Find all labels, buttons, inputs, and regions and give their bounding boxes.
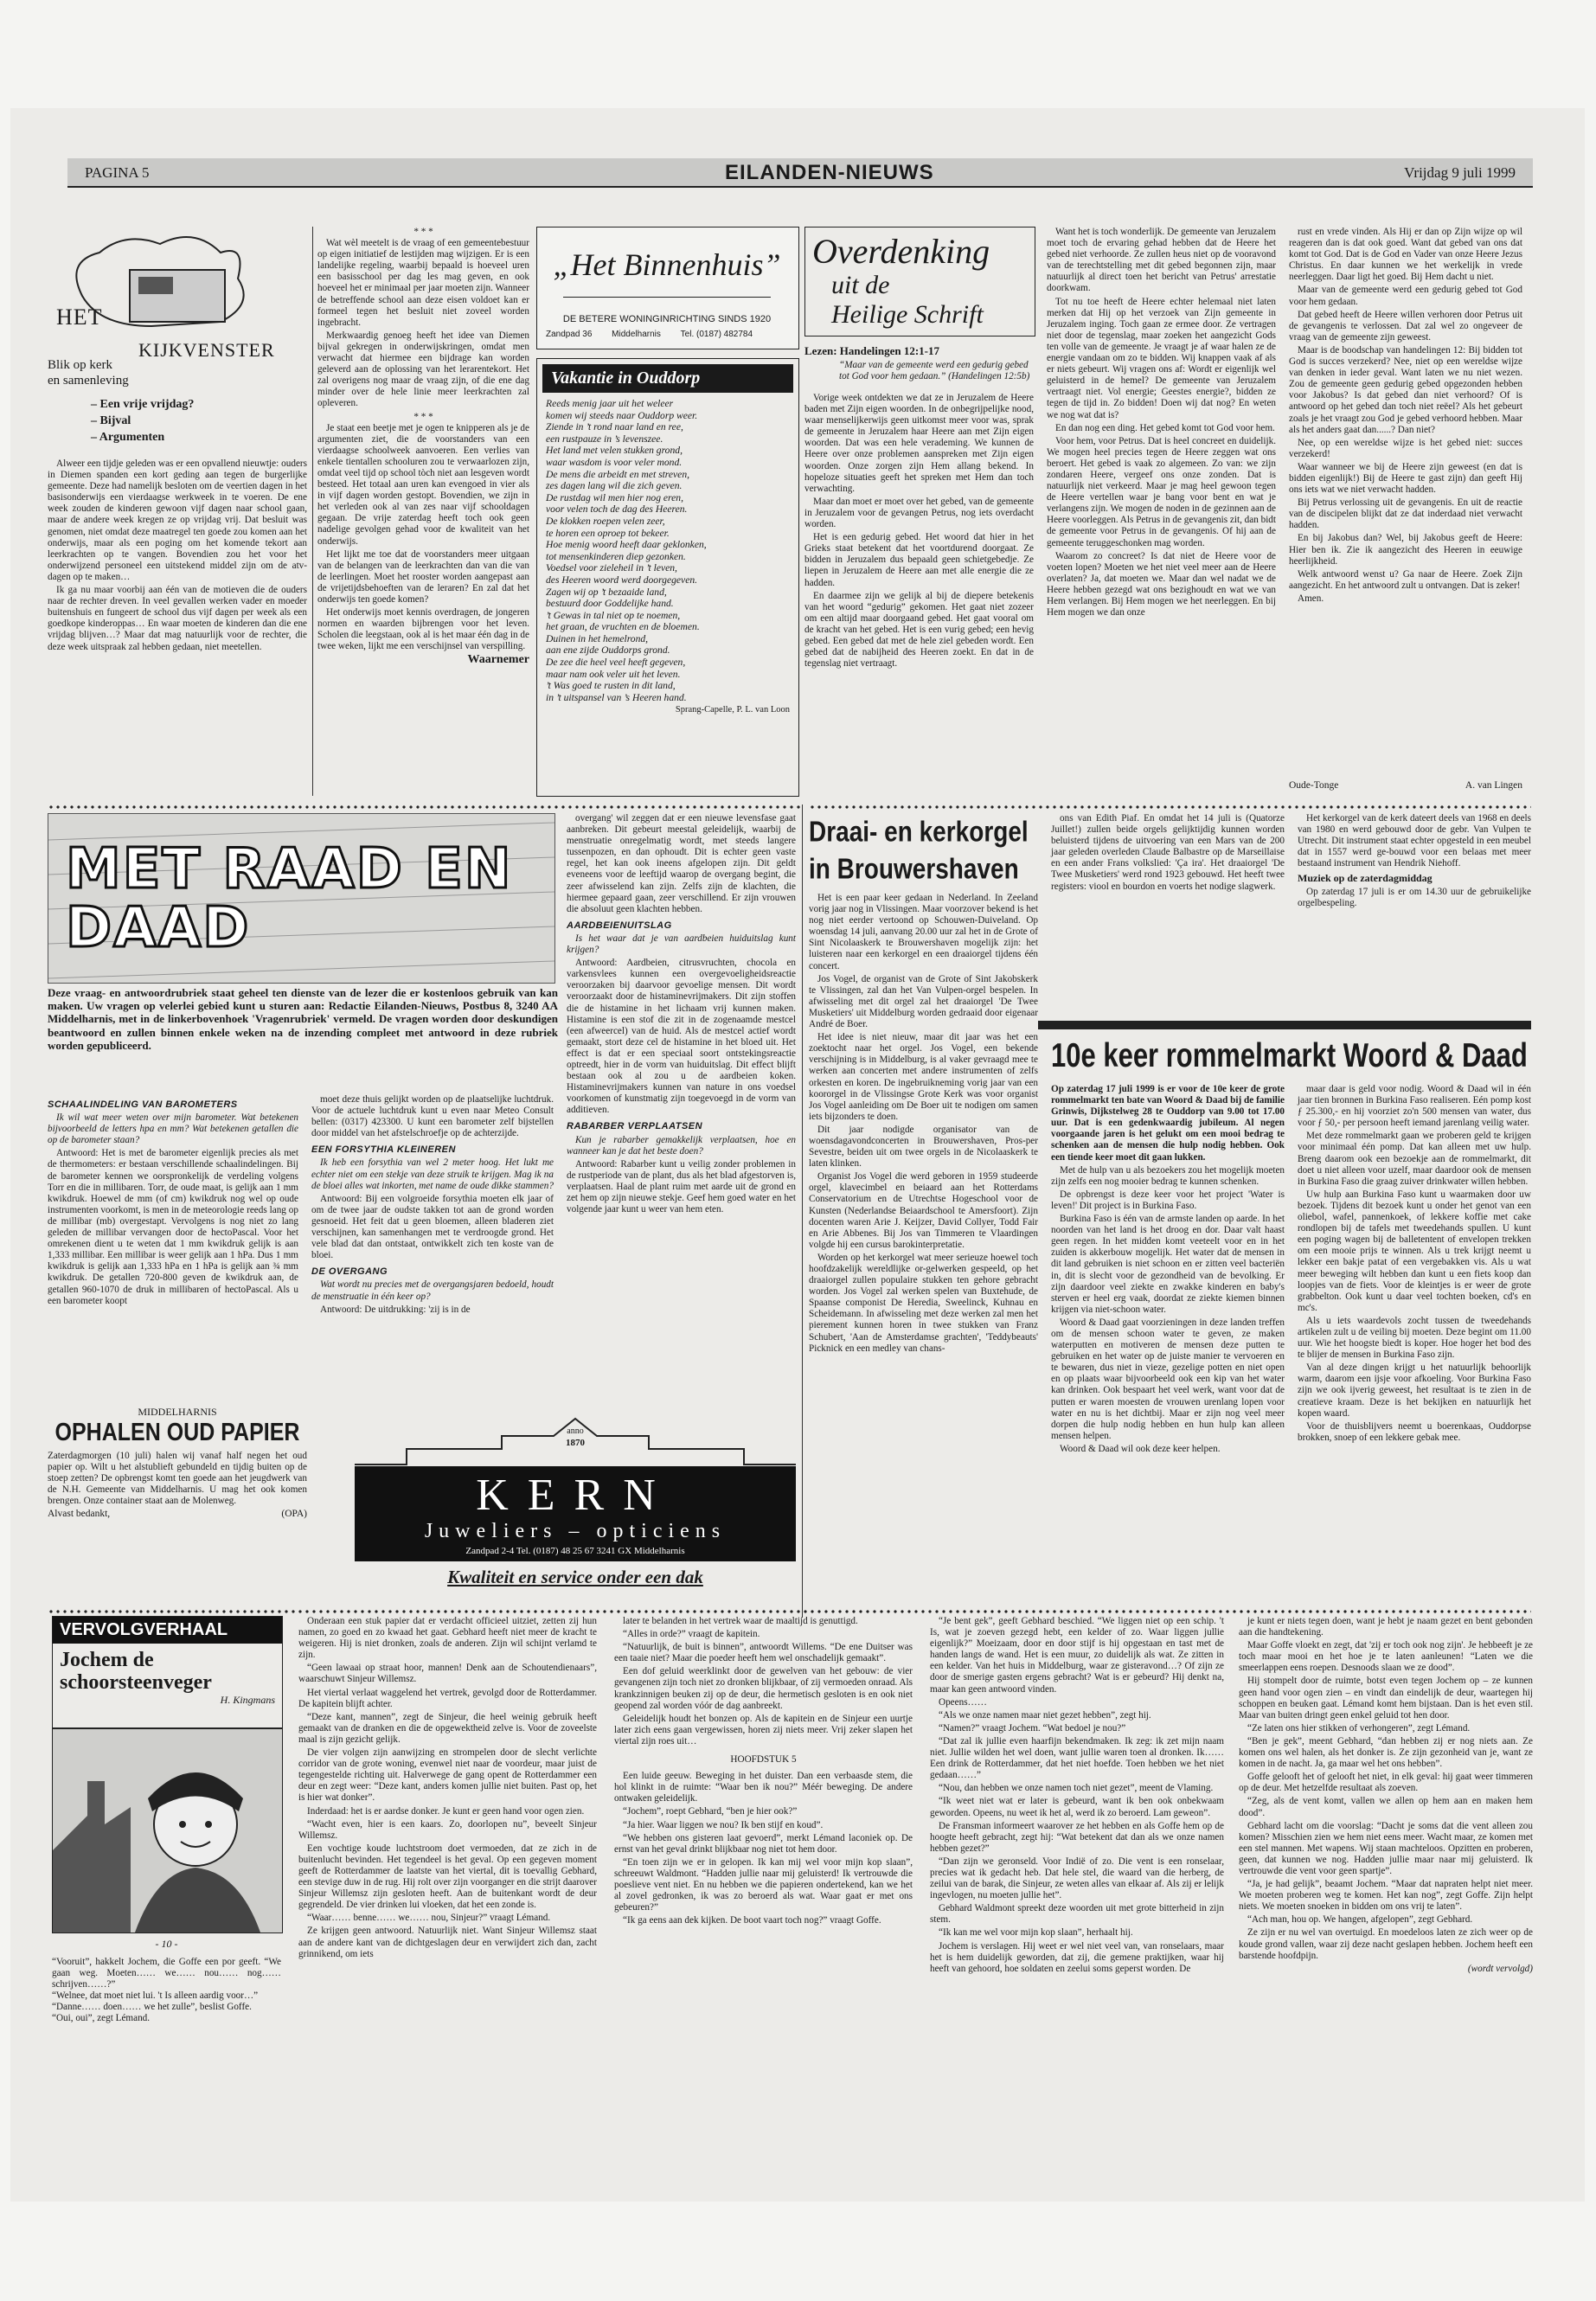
- paragraph: Op zaterdag 17 juli is er om 14.30 uur de gebruikelijke orgelbespeling.: [1298, 886, 1531, 908]
- poem-line: in ’t uitspansel van ’s Heeren hand.: [546, 691, 687, 703]
- paragraph: “Alles in orde?” vraagt de kapitein.: [623, 1629, 760, 1640]
- poem-line: Het land met velen stukken grond,: [546, 445, 683, 457]
- place: Oude-Tonge: [1289, 780, 1339, 791]
- binnenhuis-tel: Tel. (0187) 482784: [680, 330, 753, 339]
- question-heading: RABARBER VERPLAATSEN: [567, 1121, 703, 1132]
- logo-kijkvenster: KIJKVENSTER: [138, 339, 275, 361]
- paragraph: Nee, op een wereldse wijze is het gebed niet: succes verzekerd!: [1289, 437, 1522, 459]
- paragraph: Burkina Faso is één van de armste landen op aarde. In het noorden van het land is het droog en dor. Daar valt haast geen regen. In het midden komt veeteelt voor en in het zuiden is akkerbouw mogelijk. Het water dat de mensen in dit land gebruiken is niet schoon en er zitten veel bacteriën in, dit is slecht voor de gezondheid van de bevolking. Er zijn daardoor veel ziekte en zwakke kinderen en baby's sterven er heel erg vaak, doordat ze ziekte kiemen binnen krijgen via niet-schoon water.: [1051, 1214, 1285, 1315]
- vervolg-title: Jochem de schoorsteenveger: [60, 1649, 212, 1694]
- paragraph: Gebhard Waldmont spreekt deze woorden uit met grote bitterheid in zijn stem.: [930, 1903, 1224, 1926]
- poem-title: Vakantie in Ouddorp: [542, 364, 793, 393]
- paragraph: “Ik ga eens aan dek kijken. De boot vaart toch nog?” vraagt Goffe.: [623, 1915, 881, 1926]
- separator-stars: * * *: [413, 411, 433, 422]
- paragraph: Het is een gedurig gebed. Het woord dat hier in het Grieks staat betekent dat het voortdurend doorgaat. Ze bidden in Jeruzalem dus bepaald geen schietgebedje. Ze liepen in Jeruzalem de Heere aan met alle energie die ze hadden.: [804, 532, 1034, 588]
- raad-logo: [48, 813, 555, 984]
- poem-line: bestuurd door Goddelijke hand.: [546, 598, 674, 610]
- poem-line: des Heeren woord werd doorgegeven.: [546, 574, 698, 586]
- orgel-headline: [809, 813, 1038, 888]
- paragraph: De Fransman informeert waarover ze het hebben en als Goffe hem op de hoogte heeft gebracht, zegt hij: “Wat betekent dat dan als we onze namen hebben gezet?”: [930, 1820, 1224, 1854]
- topic-item: – Argumenten: [91, 431, 165, 444]
- paragraph: Met deze rommelmarkt gaan we proberen geld te krijgen voor minimaal één pomp. Dat kan alleen met uw hulp. Breng daarom ook een bezoekje aan de rommelmarkt, dit doet u niet alleen voor uzelf, maar daardoor ook de mensen in Burkina Faso die graag zuiver drinkwater willen hebben.: [1298, 1131, 1531, 1187]
- poem-line: Reeds menig jaar uit het weleer: [546, 398, 674, 409]
- vervolg-header: [52, 1616, 283, 1728]
- rommel-col-2: [1298, 1084, 1531, 1445]
- rommel-col-1: [1051, 1084, 1285, 1457]
- masthead: EILANDEN-NIEUWS: [725, 161, 934, 184]
- author: A. van Lingen: [1465, 780, 1522, 791]
- paragraph: “Nou, dan hebben we onze namen toch niet gezet”, meent de Vlaming.: [939, 1783, 1214, 1794]
- paragraph: Want het is toch wonderlijk. De gemeente van Jeruzalem moet toch de ervaring gehad hebben dat de Heere het gebed niet verhoorde. Ze zullen heus niet op de vooravond van de terechtstelling met dit gebed begonnen zijn, maar natuurlijk al direct toen het bericht van Petrus' arrestatie doorkwam.: [1047, 227, 1276, 294]
- paragraph: “Je bent gek”, geeft Gebhard beschied. “We liggen niet op een schip. 't Is, wat je zoeven gezegd hebt, een kelder of zo. Waar liggen jullie eigenlijk?” Moeizaam, door en door stijf is hij opgestaan en tast met de handen langs de wand. Het is een muur, zo duidelijk als wat. Ze zitten in een kelder. Van het huis in Middelburg, waar ze gisteravond…? Of zijn ze door de smerige gasten ergens gebracht? Wat is er gebeurd? Hij denkt na, maar kan geen antwoord vinden.: [930, 1616, 1224, 1695]
- vervolg-col-3: [930, 1616, 1224, 2161]
- poem-line: voor velen toch de dag des Heeren.: [546, 503, 688, 516]
- paragraph: “Ach man, hou op. We hangen, afgelopen”, zegt Gebhard.: [1247, 1914, 1473, 1926]
- poem-line: ’t Was goed te rusten in dit land,: [546, 680, 676, 692]
- paragraph: “En toen zijn we er in gelopen. Ik kan mij wel voor mijn kop slaan”, schreeuwt Waldmont. “Hadden jullie naar mij geluisterd! Ik vertrouwde die poeslieve vent niet. En nu hebben we die papieren ondertekend, kan we het al zovel gedronken, ik was zo beroerd als wat. Waar gaat er met ons gebeuren?”: [614, 1856, 913, 1913]
- paragraph: Ze krijgen geen antwoord. Natuurlijk niet. Want Sinjeur Willemsz staat aan de andere kant van de dichtgeslagen deur en verwijdert zich dan, zacht grinnikend, om iets: [298, 1926, 597, 1959]
- paragraph: Waarom zo concreet? Is dat niet de Heere voor de voeten lopen? Moeten we het niet veel meer aan de Heere overlaten? Ja, dat moeten we. Maar dan wel nadat we de Heere hebben gezegd wat ons bezighoudt en wat we van Hem verlangen. Bij Hem mogen we het neerleggen. En bij Hem mogen we dan onze: [1047, 550, 1276, 619]
- paragraph: “Ja hier. Waar liggen we nou? Ik ben stijf en koud”.: [623, 1819, 824, 1830]
- paragraph: “Natuurlijk, de buit is binnen”, antwoordt Willems. “De ene Duitser was een taaie niet? Maar die poeder heeft hem wel onschadelijk gemaakt”.: [614, 1642, 913, 1664]
- poem-line: Ziende in ’t rond naar land en ree,: [546, 421, 683, 433]
- quote: “Maar van de gemeente werd een gedurig gebed tot God voor hem gedaan.” (Handelingen 12:5b): [839, 360, 1030, 381]
- headline-line: Draai- en kerkorgel: [809, 815, 1029, 848]
- vervolg-kicker: VERVOLGVERHAAL: [53, 1617, 282, 1644]
- kijkvenster-column: [48, 227, 307, 796]
- paragraph: Maar dan moet er moet over het gebed, van de gemeente in Jeruzalem voor de gevangen Petrus, nog iets overdacht worden.: [804, 496, 1034, 530]
- paragraph: Maar Goffe vloekt en zegt, dat 'zij er toch ook nog zijn'. Je hebbeeft je ze toch maar mooi en het hoe je te laten aanleunen! “Laten we die smeerlappen eens roepen. Desnoods slaan we ze dood”.: [1239, 1640, 1533, 1674]
- answer: Antwoord: Het is met de barometer eigenlijk precies als met de thermometers: er bestaan verschillende schaalindelingen. Bij de barometer kennen we oorspronkelijk de verdeling volgens Torr en die in millibaren. Torr, de oude maat, is gelijk aan 1 mm kwikdruk. Hoewel de mm (of cm) kwikdruk nog wel op oude instrumenten voorkomt, is men in de meteorologie reeds lang op de millibar (mb) overgestapt. Vervolgens is nog niet zo lang geleden de millibar vervangen door de hectoPascal. Voor het omrekenen dient u te weten dat 1 mm kwikdruk gelijk is aan 1,333 millibar. Een millibar is weer gelijk aan 1 hPa. Dus 1 mm kwikdruk is gelijk aan 1,333 hPa en 1 hPa is gelijk aan ¾ mm kwikdruk. De getallen 720-800 geven de kwikdruk aan, de getallen 960-1070 de druk in millibaren of hectoPascal. Als u een barometer koopt: [48, 1148, 298, 1306]
- paragraph: Een dof geluid weerklinkt door de gewelven van het gebouw: de vier gevangenen zijn toch niet zo dronken blijkbaar, of zij vermoeden onraad. Als krankzinnigen beuken zij op de deur, die hermetisch gesloten is en ook niet geopend zal worden vóór de dag aanbreekt.: [614, 1666, 913, 1711]
- paragraph: maar daar is geld voor nodig. Woord & Daad wil in één jaar tien bronnen in Burkina Faso realiseren. Eén pomp kost ƒ 25.300,- en hij voorziet zo'n 500 mensen van water, dus voor ƒ 50,- per persoon heeft iemand jarenlang veilig water.: [1298, 1084, 1531, 1129]
- paragraph: Tot nu toe heeft de Heere echter helemaal niet laten merken dat Hij op het verzoek van Zijn gemeente in Jeruzalem inging. Toch gaan ze ermee door. Ze vertragen niet door de tegenslag, maar zoeken het aangezicht Gods ten volle van de gemeente. Je vraagt je af waar halen ze de energie vandaan om zo te bidden. Wij knappen vaak af als er niets gebeurt. Wij vragen ons af: Wordt er eigenlijk wel geluisterd in de hemel? De gemeente van Jeruzalem vertraagt niet. Vol energie; Geestes energie?, bidden ze tegen de tijd in. Zo bidden! Doen wij dat nog? En weten we nog wat dat is?: [1047, 296, 1276, 420]
- paragraph: Worden op het kerkorgel wat meer serieuze hoewel toch hoofdzakelijk wereldlijke or-gelwerken gespeeld, op het draaiorgel zullen populaire stukken ten gehore gebracht worden. Jos Vogel zal werken spelen van Buxtehude, de Spaanse componist De Heredia, Sweelinck, Kuhnau en Scheidemann. In afwisseling met deze werken zal men het pierement kunnen horen in twee stukken van Franz Schubert, 'Aan de Amsterdamse grachten', 'Teddybeauts' Picknick en een medley van chans-: [809, 1252, 1038, 1354]
- dotted-rule: [809, 804, 1531, 810]
- paragraph: ons van Edith Piaf. En omdat het 14 juli is (Quatorze Juillet!) zullen beide orgels gelijktijdig kunnen worden beluisterd tijdens de uitvoering van een Mars van de 200 jaar geleden overleden Claude Balbastre op de Marseillaise en een ander Frans volkslied: 'Ça ira'. Het draaiorgel 'De Twee Musketiers' werd rond 1923 gebouwd. Het heeft twee registers: viool en bourdon en voerts het nodige slagwerk.: [1051, 813, 1285, 892]
- paragraph: Hij stompelt door de ruimte, botst even tegen Jochem op – ze kunnen geen hand voor ogen zien – en vindt dan eindelijk de deur, waartegen hij schoppen en beuken gaat. Lémand komt hem bijstaan. Dan is het even stil. Maar van buiten dringt geen enkel geluid tot hen door.: [1239, 1676, 1533, 1721]
- dotted-rule: [48, 1609, 1531, 1614]
- question: Kun je rabarber gemakkelijk verplaatsen, hoe en wanneer kan je dat het beste doen?: [567, 1134, 796, 1157]
- paragraph: Waar wanneer we bij de Heere zijn geweest (en dat is bidden eigenlijk!) Bij de Heere te gast zijn) dan geeft Hij ons iets wat we niet verwacht hadden.: [1289, 461, 1522, 496]
- logo-het: HET: [56, 304, 103, 330]
- kijkvenster-body: [48, 458, 307, 655]
- signature: (OPA): [281, 1509, 307, 1520]
- poem-line: De mens die arbeidt en met streven,: [546, 468, 690, 480]
- question: Ik wil wat meer weten over mijn barometer. Wat betekenen bijvoorbeeld de letters hpa en mm? Wat betekenen getallen die op de barometer staan?: [48, 1112, 298, 1146]
- poem-lines: [537, 398, 798, 703]
- paragraph: Het kerkorgel van de kerk dateert deels van 1968 en deels van 1980 en werd gebouwd door de gebr. Van Vulpen te Utrecht. Dit instrument staat echter opgesteld in een meubel dat in 1557 werd ge-bouwd voor een belaas met meer bestaand instrument van Hendrik Niehoff.: [1298, 813, 1531, 869]
- paragraph: Uw hulp aan Burkina Faso kunt u waarmaken door uw bezoek. Tijdens dit bezoek kunt u onder het genot van een oliebol, wafel, pannenkoek, of lekkere koffie met cake rondlopen bij de tafels met tweedehands spullen. U kunt een poging wagen bij de balletentent of envelopen trekken om een mooie prijs te winnen. Als u trek krijgt neemt u lekker een bakje patat of een vergebakken vis. Als u wat meer beweging wilt hebben dan kunt u een fiets koop dan loopjes van de fiets. Voor de kleintjes is er weer de grote grabbelton. Ook kunt u daar veel tochten boeken, cd's en mc's.: [1298, 1189, 1531, 1313]
- paragraph: Een vochtige koude luchtstroom doet vermoeden, dat ze zich in de buitenlucht bevinden. Het tegendeel is het geval. Op een gegeven moment geeft de Rotterdammer de laatste van het viertal, dit is toevallig Gebhard, een stevige duw in de rug. Hij rolt over zijn voorganger en die strijt daarover Sinjeur Willemsz zijn gesloten heeft. Aan de buitenkant wordt de deur gegrendeld. De vier drinken lui vloeken, dat het een zonde is.: [298, 1843, 597, 1911]
- paragraph: De vier volgen zijn aanwijzing en strompelen door de slecht verlichte corridor van de grote woning, evenwel niet naar de voordeur, maar juist de tegengestelde richting uit. Halverwege de gang opent de Rotterdammer een deur en zegt weer: “Deze kant, anders komen jullie niet buiten. Past op, het is hier wat donker”.: [298, 1747, 597, 1804]
- raad-intro: Deze vraag- en antwoordrubriek staat geheel ten dienste van de lezer die er kostenloos gebruik van kan maken. Uw vragen op velerlei gebied kunt u sturen aan: Redactie Eilanden-Nieuws, Postbus 8, 3240 AA Middelharnis, met in de linkerbovenhoek 'Vragenrubriek' vermeld. De vragen worden door deskundigen beantwoord en zullen binnen enkele weken na de inzending compleet met antwoord in deze rubriek worden gepubliceerd.: [48, 986, 558, 1052]
- question: Wat wordt nu precies met de overgangsjaren bedoeld, houdt de menstruatie in één keer op?: [311, 1279, 554, 1302]
- paragraph: Inderdaad: het is er aardse donker. Je kunt er geen hand voor ogen zien.: [307, 1805, 585, 1817]
- question-heading: SCHAALINDELING VAN BAROMETERS: [48, 1099, 238, 1110]
- paragraph: Maar is de boodschap van handelingen 12: Bij bidden tot God is succes verzekerd? Nee, niet op een wereldse wijze van denken in ieder geval. Want laten we nu niet wezen. Zou de gemeente geen gedurig gebed opgezonden hebben voor Jakobus? Is dat gebed dan niet verhoord? Of is antwoord op het gebed dan toch niet reëel? Als het gebeurt zoals je het vraagt zou God je gebed verhoord hebben. Maar als het anders gaat dan......? Dan niet?: [1289, 344, 1522, 435]
- paragraph: Ik ga nu maar voorbij aan één van de motieven die de ouders naar de rechter dreven. In veel gevallen werken vader en moeder buitenshuis en fungeert de school dus vijf dagen per week als een goedkope kinderoppas… En waar moeten de kinderen dan die ene vrijdag blijven…? Maar dat mag natuurlijk voor de rechter, die deze week uitspraak zal hebben gedaan, niet meetellen.: [48, 585, 307, 652]
- binnenhuis-tagline: DE BETERE WONINGINRICHTING SINDS 1920: [562, 314, 772, 324]
- dotted-rule: [48, 804, 800, 810]
- poem-line: maar nam ook veler uit het leven.: [546, 668, 681, 680]
- orgel-col-1: [809, 893, 1038, 1671]
- paragraph: “Zeg, als de vent komt, vallen we allen op hem aan en maken hem dood”.: [1239, 1796, 1533, 1818]
- poem-line: zes dagen lang wil die zich geven.: [546, 480, 683, 492]
- paragraph: Het idee is niet nieuw, maar dit jaar was het een zoektocht naar het orgel. Jos Vogel, een bekende verschijning is in Middelburg, is al vaker gevraagd mee te werken aan concerten met andere instrumenten of zelfs orkesten en koren. De ingebruikneming vorig jaar van een koororgel in de Vlissingse Grote Kerk was voor organist Jos Vogel aanleiding om De Boer uit te nodigen om samen iets bijzonders te doen.: [809, 1032, 1038, 1122]
- paragraph: je kunt er niets tegen doen, want je hebt je naam gezet en bent gebonden aan die handtekening.: [1239, 1616, 1533, 1638]
- paragraph: Woord & Daad wil ook deze keer helpen.: [1060, 1443, 1221, 1454]
- raad-col-1: [48, 1094, 298, 1388]
- raad-logo-text: MET RAAD EN DAAD: [66, 837, 513, 960]
- paragraph: Een luide geeuw. Beweging in het duister. Dan een verbaasde stem, die hol klinkt in de ruimte: “Waar ben ik nou?” Méér beweging. De andere ontwaken geleidelijk.: [614, 1771, 913, 1804]
- kern-slogan: Kwaliteit en service onder een dak: [447, 1567, 703, 1587]
- paragraph: Dat gebed heeft de Heere willen verhoren door Petrus uit de gevangenis te verlossen. Dat zal wel zo ongeveer de vraag van de gemeente zijn geweest.: [1289, 309, 1522, 343]
- page-number: PAGINA 5: [85, 164, 150, 181]
- vervolg-col-0: “Vooruit”, hakkelt Jochem, die Goffe een por geeft. “We gaan weg. Moeten…… we…… nou…… nog…… schrijven……?” “Welnee, dat moet niet lui. 't Is alleen aardig voor…” “Danne…… doen…… we het zulle”, beslist Goffe. “Oui, oui”, zegt Lémand.: [52, 1957, 281, 2024]
- paragraph: Voor hem, voor Petrus. Dat is heel concreet en duidelijk. We mogen heel precies tegen de Heere zeggen wat ons beroert. Het gebed is vaak zo algemeen. Zo van: we zijn zondaren Heere, vergeef ons onze zonden. Dat is natuurlijk niet verkeerd. Maar je mag heel gewoon tegen de Heere vertellen waar je bang voor bent en wat je verlangens zijn. We mogen de noden in de gezinnen aan de Heere voorleggen. Als Petrus in de gevangenis zit, dan bidt de gemeente voor Petrus in de gevangenis. Of hij aan de gemeente teruggeschonken mag worden.: [1047, 435, 1277, 548]
- answer: Antwoord: Bij een volgroeide forsythia moeten elk jaar of om de twee jaar de oudste takken tot aan de grond worden gesnoeid. Het feit dat u geen bloemen, alleen bladeren ziet verschijnen, kan samenhangen met te verdroogde grond. Het vele blad dat dan ontstaat, ontwikkelt zich ten koste van de bloei.: [311, 1193, 554, 1261]
- paragraph: “Waar…… benne…… we…… nou, Sinjeur?” vraagt Lémand.: [307, 1913, 551, 1924]
- page-header: [67, 158, 1533, 188]
- paragraph: “Jochem”, roept Gebhard, “ben je hier ook?”: [623, 1806, 798, 1817]
- rommel-headline: 10e keer rommelmarkt Woord & Daad: [1051, 1036, 1528, 1074]
- question-heading: EEN FORSYTHIA KLEINEREN: [311, 1144, 456, 1156]
- page-date: Vrijdag 9 juli 1999: [1404, 164, 1516, 181]
- topic-item: – Een vrije vrijdag?: [91, 398, 195, 411]
- vervolg-illustration: [52, 1728, 283, 1933]
- paragraph: Bij Petrus verlossing uit de gevangenis. En uit de reactie van de discipelen blijkt dat ze dat inderdaad niet verwacht hadden.: [1289, 497, 1522, 531]
- paragraph: Dit jaar nodigde organisator van de woensdagavondconcerten in Brouwershaven, Pros-per Sevestre, beiden uit om twee orgels in de Nicolaaskerk te laten klinken.: [809, 1124, 1038, 1170]
- paragraph: “Ik kan me wel voor mijn kop slaan”, herhaalt hij.: [939, 1927, 1133, 1939]
- thanks: Alvast bedankt,: [48, 1509, 111, 1520]
- answer: moet deze thuis gelijkt worden op de plaatselijke luchtdruk. Voor de actuele luchtdruk kunt u even naar Meteo Consult bellen: (0317) 423300. U kunt een barometer zelf bijstellen door middel van het afstelschroefje op de achterzijde.: [311, 1094, 554, 1139]
- paragraph: “Namen?” vraagt Jochem. “Wat bedoel je nou?”: [939, 1722, 1126, 1734]
- poem-box: [536, 358, 799, 797]
- vervolg-col-2: [614, 1616, 913, 2161]
- tagline-2: en samenleving: [48, 374, 129, 388]
- paragraph: Het viertal verlaat waggelend het vertrek, gevolgd door de Rotterdammer. De kapitein blijft achter.: [298, 1687, 597, 1709]
- orgel-col-3: [1298, 813, 1531, 911]
- kern-sub: Juweliers – opticiens: [424, 1520, 727, 1542]
- paragraph: Het is een paar keer gedaan in Nederland. In Zeeland vorig jaar nog in Vlissingen. Maar voorzover bekend is het nog niet eerder vertoond op Schouwen-Duiveland. Op woensdag 14 juli, aanvang 20.00 uur zal het in de Grote of Sint Nicolaaskerk te Brouwershaven mogelijk zijn: het luisteren naar een kerkorgel en een draaiorgel tijdens één concert.: [809, 893, 1038, 971]
- overdenking-title-3: Heilige Schrift: [831, 300, 984, 329]
- paragraph: En dan nog een ding. Het gebed komt tot God voor hem.: [1055, 422, 1275, 433]
- lezen: Lezen: Handelingen 12:1-17: [804, 344, 939, 357]
- overdenking-col-2: [1047, 227, 1276, 620]
- paragraph: Jos Vogel, de organist van de Grote of Sint Jakobskerk te Vlissingen, zal dan het Van Vulpen-orgel bespelen. In afwisseling met dit orgel zal het draaiorgel 'De Twee Musketiers' uit Middelburg worden gedraaid door eigenaar André de Boer.: [809, 973, 1038, 1030]
- question: Ik heb een forsythia van wel 2 meter hoog. Het lukt me echter niet om een stekje van deze struik te krijgen. Mag ik na de bloei alles wat inkorten, met name de oude dikke stammen?: [311, 1157, 554, 1191]
- separator-stars: * * *: [413, 227, 433, 237]
- paragraph: En bij Jakobus dan? Wel, bij Jakobus geeft de Heere: Hier ben ik. Zie ik aangezicht des Heeren in eeuwige heerlijkheid.: [1289, 533, 1522, 567]
- paragraph: Ze zijn er nu wel van overtuigd. En moedeloos laten ze zich weer op de koude grond vallen, waar zij deze nacht geslapen hebben. Jochem heeft een barstende hoofdpijn.: [1239, 1927, 1533, 1961]
- paragraph: Jochem is verslagen. Hij weet er wel niet veel van, van ronselaars, maar het is hem duidelijk geworden, dat zij, die gemene praktijken, waar hij heeft van gehoord, hoe soldaten en zeelui soms geperst worden. De: [930, 1940, 1224, 1974]
- kicker: MIDDELHARNIS: [138, 1406, 217, 1418]
- paragraph: Goffe gelooft het of gelooft het niet, in elk geval: hij gaat weer timmeren op de deur. Met hetzelfde resultaat als zoeven.: [1239, 1772, 1533, 1794]
- paragraph: “Ik weet niet wat er later is gebeurd, want ik ben ook onbekwaam geworden. Opeens, nu weet ik het al, werd ik zo beroerd. Lam geweon”.: [930, 1796, 1224, 1818]
- binnenhuis-ad: [536, 227, 799, 349]
- kern-name: KERN: [476, 1471, 675, 1520]
- illustration-art: [53, 1729, 282, 1932]
- paragraph: “Dan zijn we geronseld. Voor Indië of zo. Die vent is een ronselaar, precies wat ik gedacht heb. Dat hele stel, die waard van die herberg, de zeilui van de barak, die Sinjeur, ze weten alles van elkaar af. Als zij er lelijk ingevlogen, nu moeten jullie het”.: [930, 1856, 1224, 1901]
- poem-line: Voedsel voor zieleheil in ’t leven,: [546, 562, 677, 574]
- binnenhuis-logo: „Het Binnenhuis”: [553, 247, 781, 282]
- kern-ad: [355, 1414, 796, 1587]
- headline-line: in Brouwershaven: [809, 852, 1019, 885]
- orgel-col-2: [1051, 813, 1285, 894]
- paragraph: Vorige week ontdekten we dat ze in Jeruzalem de Heere baden met Zijn eigen woorden. In de onbegrijpelijke nood, waar menselijkerwijs geen uitkomst meer voor was, sprak de gemeente in Jeruzalem haar Heere aan met Zijn eigen woorden. Dat was een hele verademing. We kunnen de Heere over onze problemen aanspreken met Zijn eigen woorden. Onze zorgen zijn Hem allang bekend. In hopeloze situaties geeft het spreken met Hem dan toch verwachting.: [804, 393, 1034, 494]
- paragraph: Woord & Daad gaat voorzieningen in deze landen treffen om de mensen schoon water te geven, ze maken waterputten en motiveren de mensen deze putten te gebruiken en het water op de juiste manier te vervoeren en te bewaren, dus niet in vieze, gezelige potten en niet open en op plaats waar bijvoorbeeld ook een kip van het water kan drinken. Ook bespaart het veel werk, want voor dat de putten er waren moesten de vrouwen urenlang lopen voor water en nu is het dichtbij. Maar er zijn nog veel meer dorpen die hulp nodig hebben en hun hulp kan alleen mensen helpen.: [1051, 1317, 1285, 1441]
- raad-col-3: [567, 813, 796, 1388]
- paragraph: Je staat een beetje met je ogen te knipperen als je de argumenten ziet, die de voorstanders van een vierdaagse schoolweek aanvoeren. Een verlies van enkele tientallen schooluren zou te verwaarlozen zijn, omdat veel tijd op school tòch niet aan lesgeven wordt besteed. Het totaal aan uren kan evengoed in vier als in vijf dagen worden gestopt. Bovendien, we zijn in het verleden ook al van zes naar vijf schooldagen gegaan. De vrije zaterdag heeft toch ook geen nadelige gevolgen gehad voor de kwaliteit van het onderwijs.: [317, 422, 529, 547]
- poem-line: Hoe menig woord heeft daar geklonken,: [546, 539, 707, 551]
- paragraph: Gebhard lacht om die voorslag: “Dacht je soms dat die vent alleen zou komen? Misschien zien we hem niet eens meer. Wacht maar, ze komen met een stel mannen. Met wapens. Wij staan machteloos. Opzitten en proberen, geen, dat kunnen we nog. Hadden jullie maar naar mij geluisterd. Ik vertrouwde die vent voor geen spartje”.: [1239, 1820, 1533, 1876]
- question-heading: AARDBEIENUITSLAG: [567, 920, 672, 931]
- topic-item: – Bijval: [91, 414, 131, 427]
- rule: [1038, 1021, 1531, 1029]
- kern-address: Zandpad 2-4 Tel. (0187) 48 25 67 3241 GX Middelharnis: [465, 1546, 685, 1556]
- paragraph: “Geen lawaai op straat hoor, mannen! Denk aan de Schoutendienaars”, waarschuwt Sinjeur Willemsz.: [298, 1663, 597, 1685]
- kern-anno: anno: [567, 1426, 584, 1436]
- paragraph: Geleidelijk houdt het bonzen op. Als de kapitein en de Sinjeur een uurtje later zich eens gaan vergewissen, horen zij niets meer. Vrij zeker slapen het viertal zijn roes uit…: [614, 1713, 913, 1747]
- answer: overgang' wil zeggen dat er een nieuwe levensfase gaat aanbreken. Dit gebeurt meestal geleidelijk, waarbij de menstruatie onregelmatig wordt, met steeds langere tussenpozen, en dan ophoudt. Dit is echter geen vaste regel, het kan ook ineens afgelopen zijn. Dit geldt eveneens voor de leeftijd waarop de overgang begint, die zeer afwisselend kan zijn. Zelfs zijn de klachten, die hiermee gepaard gaan, zeer verschillend. Er zijn vrouwen die absoluut geen klachten hebben.: [567, 813, 796, 914]
- paragraph: “Ja, je had gelijk”, beaamt Jochem. “Maar dat napraten helpt niet meer. We moeten proberen weg te komen. Het kan nog”, zegt Goffe. Zijn helpt niets. We moeten snoeken in bidden om ons vrij te laten”.: [1239, 1879, 1533, 1913]
- paragraph: Alweer een tijdje geleden was er een opvallend nieuwtje: ouders in Diemen spanden een kort geding aan tegen de burgerlijke gemeente. Deze had namelijk besloten om de veertien dagen in het basisonderwijs een vierdaagse werkweek in te voeren. De ene week zouden de kinderen gewoon vijf dagen naar school gaan, maar de andere week kregen ze op vrijdag vrij. Dat besluit was genomen, niet omdat deze maatregel ten goede zou komen aan het onderwijs, maar als een poging om het komende tekort aan leerkrachten op te vangen. Bovendien zou het voor het onderwijzend personeel een uitstekend middel zijn om de atv-dagen op te maken…: [48, 458, 307, 582]
- poem-line: Zagen wij op ’t bezaaide land,: [546, 586, 667, 598]
- vervolg-author: H. Kingmans: [220, 1694, 275, 1706]
- headline: OPHALEN OUD PAPIER: [54, 1418, 300, 1447]
- paragraph: De opbrengst is deze keer voor het project 'Water is leven!' Dit project is in Burkina Faso.: [1051, 1189, 1285, 1211]
- poem-line: tot mensenkinderen diep gezonken.: [546, 550, 686, 562]
- paragraph: Voor de thuisblijvers neemt u boerenkaas, Ouddorpse brokken, snoep of een lekkere gebak mee.: [1298, 1420, 1531, 1443]
- question-heading: DE OVERGANG: [311, 1266, 388, 1278]
- poem-line: De zee die heel veel heeft gegeven,: [546, 657, 686, 669]
- vervolg-col-4: [1239, 1616, 1533, 2161]
- poem-line: het graan, de vruchten en de bloemen.: [546, 621, 700, 633]
- poem-line: ’t Gewas in tal niet op te noemen,: [546, 609, 681, 621]
- paragraph: Welk antwoord wenst u? Ga naar de Heere. Zoek Zijn aangezicht. En het antwoord zult u ontvangen. Dat is zeker!: [1289, 568, 1522, 591]
- question: Is het waar dat je van aardbeien huiduitslag kunt krijgen?: [567, 933, 796, 956]
- poem-line: te horen een oproep tot bekeer.: [546, 527, 670, 539]
- chapter-heading: HOOFDSTUK 5: [730, 1754, 797, 1766]
- subheading: Muziek op de zaterdagmiddag: [1298, 872, 1433, 885]
- paragraph: Merkwaardig genoeg heeft het idee van Diemen bijval gekregen in onderwijskringen, omdat men verwacht dat hiermee een bijdrage kan worden geleverd aan de oplossing van het lerarentekort. Het zal overigens nog maar de vraag zijn, of die ene dag minder over de hele linie meer leerkrachten zal opleveren.: [317, 330, 529, 409]
- papier-article: [48, 1406, 307, 1587]
- paragraph: Opeens……: [939, 1696, 987, 1708]
- kijkvenster-column-2: [317, 227, 529, 798]
- overdenking-article: [804, 227, 1531, 804]
- paragraph: “We hebben ons gisteren laat gevoerd”, merkt Lémand laconiek op. De ernst van het geval drinkt blijkbaar nog niet tot hem door.: [614, 1832, 913, 1855]
- paragraph: “Als we onze namen maar niet gezet hebben”, zegt hij.: [939, 1709, 1151, 1721]
- paragraph: “Ben je gek”, meent Gebhard, “dan hebben zij er nog niets aan. Ze komen ons wel halen, als het donker is. Ze zijn gezonheid van je, want ze komen in de nacht. Ja, ga maar wel het ons hebben”.: [1239, 1735, 1533, 1770]
- paragraph: Met de hulp van u als bezoekers zou het mogelijk moeten zijn zelfs een nog mooier bedrag te kunnen schenken.: [1051, 1164, 1285, 1187]
- poem-line: De rustdag wil men hier nog eren,: [546, 491, 683, 503]
- paragraph: Van al deze dingen krijgt u het natuurlijk behoorlijk warm, daarom een ijsje voor afkoeling. Voor Burkina Faso zijn we ook ijverig geweest, het resultaat is te zien in de creatieve kraam. Deze is het bekijken en natuurlijk het kopen waard.: [1298, 1362, 1531, 1419]
- paragraph: Het lijkt me toe dat de voorstanders meer uitgaan van de belangen van de leerkrachten dan van die van de leerlingen. Moet het rooster worden aangepast aan de vrijetijdsbehoeften van de leraren? En zal dat het onderwijs ten goede komen?: [317, 548, 529, 605]
- paragraph: Als u iets waardevols zocht tussen de tweedehands artikelen zult u de veiling bij moeten. Deze begint om 11.00 uur. Wie het hoogste biedt is koper. Hoe hoger het bod des te blijer de mensen in Burkina Faso zijn.: [1298, 1315, 1531, 1361]
- overdenking-col-3: [1289, 227, 1522, 780]
- overdenking-col-1: [804, 393, 1034, 671]
- poem-line: waar wasdom is voor veler mond.: [546, 456, 683, 468]
- paragraph: “Dat zal ik jullie even haarfijn bekendmaken. Ik zeg: ik zet mijn naam niet. Jullie wilden het wel doen, want jullie waren toen al dronken. Ik…… Een drink de Rotterdammer, dat het niet hoefde. Toen hebben we het niet gedaan……”: [930, 1735, 1224, 1781]
- continued-note: (wordt vervolgd): [1467, 1963, 1533, 1974]
- paragraph: rust en vrede vinden. Als Hij er dan op Zijn wijze op wil reageren dan is dat ook goed. Want dat gebed van ons dat komt tot God. Dat is de God en Vader van onze Heere Jezus Christus. En daar kunnen we het werkelijk in vrede neerleggen. Daar ligt het goed. Bij Hem dacht u niet.: [1289, 227, 1522, 283]
- paragraph: Organist Jos Vogel die werd geboren in 1959 studeerde orgel, klavecimbel en beiaard aan het Rotterdams Conservatorium en de Utrechtse Hogeschool voor de Kunsten (Nederlandse Beiaardschool te Amersfoort). Zijn docenten waren Arie J. Keijzer, David Collyer, Todd Fair en Arie Abbenes. Bij Jos van Timmeren te Vlaardingen volgde hij een cursus barokinterpretatie.: [809, 1171, 1038, 1250]
- answer: Antwoord: De uitdrukking: 'zij is in de: [320, 1304, 471, 1315]
- paragraph: Amen.: [1298, 593, 1324, 604]
- poem-author: Sprang-Capelle, P. L. van Loon: [675, 705, 790, 715]
- paragraph: “Ze laten ons hier stikken of verhongeren”, zegt Lémand.: [1247, 1722, 1471, 1734]
- lead: Op zaterdag 17 juli 1999 is er voor de 10e keer de grote rommelmarkt ten bate van Woord & Daad bij de familie Grinwis, Dijkstelweg 28 te Ouddorp van 9.00 tot 17.00 uur. Dat is een gedenkwaardig jubileum. Al negen voorgaande jaren is het gelukt om een mooi bedrag te schenken aan de mensen die hulp nodig hebben. Ook een tiende keer moet dit gaan lukken.: [1051, 1084, 1285, 1163]
- vervolg-col-1: [298, 1616, 597, 2161]
- overdenking-title-2: uit de: [831, 271, 890, 299]
- paragraph: “Deze kant, mannen”, zegt de Sinjeur, die heel weinig gebruik heeft gemaakt van de dranken en die de opgewektheid zelve is. Voor de zoveelste maal is zijn gezicht gelijk.: [298, 1711, 597, 1745]
- poem-line: een rustpauze in ’s levenszee.: [546, 433, 663, 445]
- paragraph: Wat wèl meetelt is de vraag of een gemeentebestuur op eigen initiatief de lestijden mag wijzigen. Er is een landelijke regeling, waarbij bepaald is hoeveel uren een basisschool per dag les mag geven, en ook hoeveel het er minimaal per jaar moeten zijn. Wanneer de betreffende school aan deze eisen voldoet kan er formeel tegen het besluit niet zoveel worden ingebracht.: [317, 238, 529, 328]
- answer: Antwoord: Rabarber kunt u veilig zonder problemen in de rustperiode van de plant, dus als het blad afgestorven is, verplaatsen. Haal de plant ruim met aarde uit de grond en zet hem op zijn nieuwe stekje. Geef hem goed water en het volgende jaar kunt u weer van hem eten.: [567, 1158, 796, 1215]
- poem-line: Duinen in het hemelrond,: [546, 632, 649, 644]
- answer: Antwoord: Aardbeien, citrusvruchten, chocola en varkensvlees kunnen een overgevoeligheidsreactie veroorzaken bij daarvoor gevoelige mensen. Dit wordt veroorzaakt door de histaminevrijmakers. Dit zijn stoffen die de histamine in het lichaam vrij kunnen maken. Histamine is een stof die zit in de zogenaamde mestcel (een afweercel) van de huid. Als de mestcel actief wordt gemaakt, stort deze cel de histamine in het bloed uit. Het effect is dat er een speciaal soort ontstekingsreactie optreedt, hier in de vorm van huiduitslag. Dit effect blijft bestaan ook al zou u de aardbeien koken. Histaminevrijmakers kunnen van nature in ons voedsel voorkomen of kunstmatig zijn toegevoegd in de vorm van additieven.: [567, 958, 796, 1116]
- kern-year: 1870: [566, 1438, 585, 1448]
- paragraph: later te belanden in het vertrek waar de maaltijd is genuttigd.: [623, 1616, 858, 1626]
- binnenhuis-place: Middelharnis: [612, 330, 661, 339]
- paragraph: En daarmee zijn we gelijk al bij de diepere betekenis van het woord “gedurig” gekomen. Het gaat niet zozeer om een altijd maar doorgaand gebed. Het gaat vooral om de kracht van het gebed. Het is een vurig gebed; een hevig gebed. Een gebed dat met de hele ziel gebeden wordt. Een gebed dat de nabijheid des Heeren zoekt. En dat in de tegenslag niet vertraagt.: [804, 590, 1034, 670]
- paragraph: Onderaan een stuk papier dat er verdacht officieel uitziet, zetten zij hun namen, zo goed en zo kwaad het gaat. Gebhard heeft niet meer de kracht te weigeren. Hij is niet dronken, zoals de anderen. Zijn wil schijnt verlamd te zijn.: [298, 1616, 597, 1661]
- topic-list: [91, 396, 194, 445]
- poem-line: komen wij steeds naar Ouddorp weer.: [546, 409, 698, 421]
- poem-line: aan ene zijde Ouddorps grond.: [546, 644, 670, 657]
- binnenhuis-address: Zandpad 36: [546, 330, 593, 339]
- overdenking-title: Overdenking: [812, 232, 990, 271]
- tagline-1: Blik op kerk: [48, 358, 112, 372]
- paragraph: Het onderwijs moet kennis overdragen, de jongeren normen en waarden bijbrengen voor het leven. Scholen die leegstaan, ook al is het maar één dag in de twee weken, lijkt me een verschijnsel van verspilling.: [317, 607, 529, 652]
- rommel-article: [1051, 1036, 1531, 1614]
- paragraph: “Wacht even, hier is een kaars. Zo, doorlopen nu”, beveelt Sinjeur Willemsz.: [298, 1818, 597, 1841]
- author: Waarnemer: [467, 653, 529, 667]
- raad-col-2: [311, 1094, 554, 1388]
- paragraph: Maar van de gemeente werd een gedurig gebed tot God voor hem gedaan.: [1289, 285, 1522, 307]
- poem-line: De klokken roepen velen zeer,: [546, 515, 665, 527]
- overdenking-title-box: [804, 227, 1035, 336]
- papier-body: Zaterdagmorgen (10 juli) halen wij vanaf half negen het oud papier op. Wilt u het alstublieft gebundeld en tijdig buiten op de stoep zetten? De opbrengst komt ten goede aan het jeugdwerk van de N.H. Gemeente van Middelharnis. U mag het ook komen brengen. Onze container staat aan de Molenweg.: [48, 1451, 307, 1507]
- episode-number: - 10 -: [155, 1938, 178, 1950]
